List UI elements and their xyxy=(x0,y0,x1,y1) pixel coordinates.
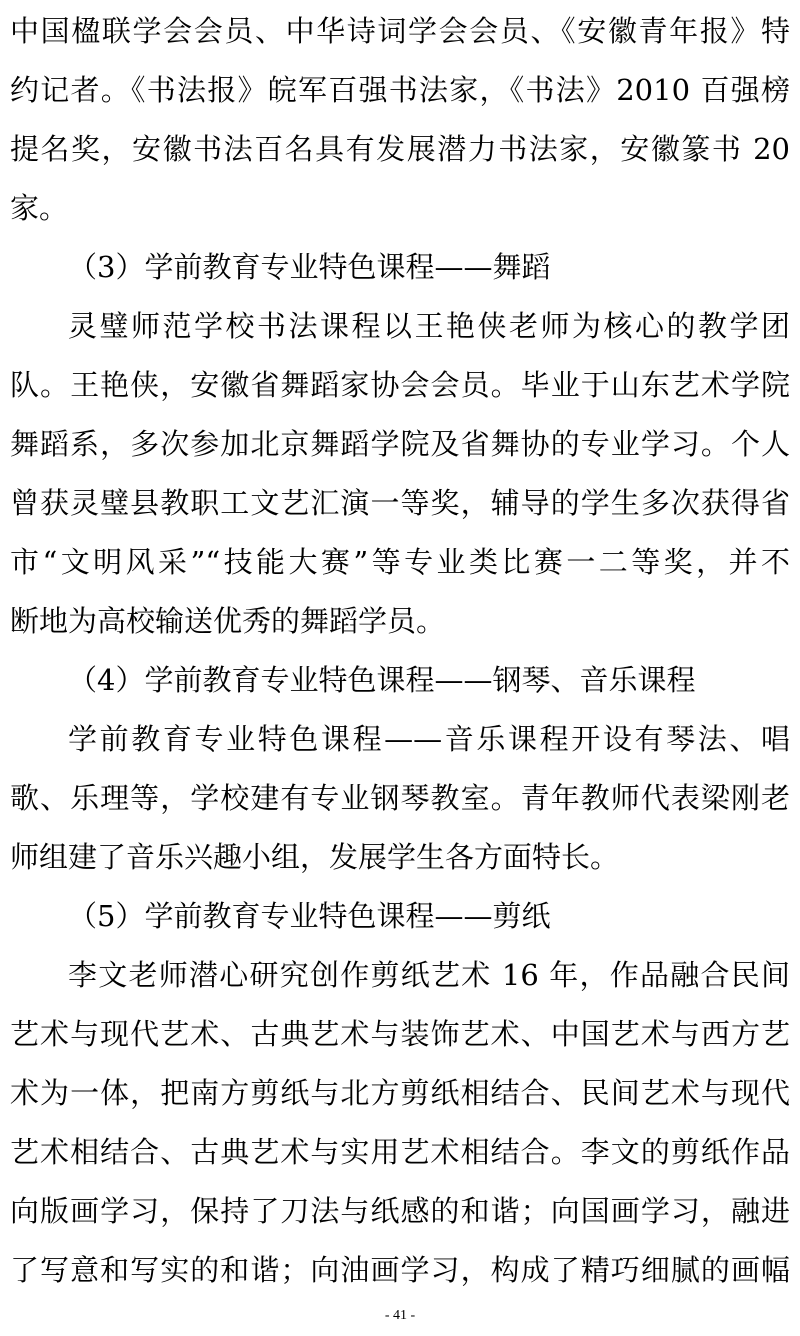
text-line: 约记者。《书法报》皖军百强书法家，《书法》2010 百强榜 xyxy=(10,73,790,107)
text-line: 家。 xyxy=(10,191,69,225)
section-heading-paper-cutting: （5）学前教育专业特色课程——剪纸 xyxy=(68,899,551,933)
paragraph-dance xyxy=(10,297,790,651)
text-line: 李文老师潜心研究创作剪纸艺术 16 年，作品融合民间 xyxy=(68,958,790,992)
paragraph-music xyxy=(10,710,790,887)
text-line: 中国楹联学会会员、中华诗词学会会员、《安徽青年报》特 xyxy=(10,14,790,48)
page-number: - 41 - xyxy=(384,1308,416,1323)
text-line: 市“文明风采”“技能大赛”等专业类比赛一二等奖，并不 xyxy=(10,545,790,579)
paragraph-calligraphy-credentials xyxy=(10,2,790,238)
text-line: 提名奖，安徽书法百名具有发展潜力书法家，安徽篆书 20 xyxy=(10,132,790,166)
text-line: 艺术与现代艺术、古典艺术与装饰艺术、中国艺术与西方艺 xyxy=(10,1017,790,1051)
text-line: 歌、乐理等，学校建有专业钢琴教室。青年教师代表梁刚老 xyxy=(10,781,790,815)
text-line: 学前教育专业特色课程——音乐课程开设有琴法、唱 xyxy=(68,722,790,756)
text-line: 舞蹈系，多次参加北京舞蹈学院及省舞协的专业学习。个人 xyxy=(10,427,790,461)
document-body xyxy=(10,2,790,1300)
text-line: 了写意和写实的和谐；向油画学习，构成了精巧细腻的画幅 xyxy=(10,1253,790,1287)
text-line: 断地为高校输送优秀的舞蹈学员。 xyxy=(10,604,446,638)
text-line: 术为一体，把南方剪纸与北方剪纸相结合、民间艺术与现代 xyxy=(10,1076,790,1110)
text-line: 灵璧师范学校书法课程以王艳侠老师为核心的教学团 xyxy=(68,309,790,343)
text-line: 师组建了音乐兴趣小组，发展学生各方面特长。 xyxy=(10,840,620,874)
section-heading-dance: （3）学前教育专业特色课程——舞蹈 xyxy=(68,250,551,284)
paragraph-paper-cutting xyxy=(10,946,790,1300)
text-line: 队。王艳侠，安徽省舞蹈家协会会员。毕业于山东艺术学院 xyxy=(10,368,790,402)
text-line: 艺术相结合、古典艺术与实用艺术相结合。李文的剪纸作品 xyxy=(10,1135,790,1169)
text-line: 曾获灵璧县教职工文艺汇演一等奖，辅导的学生多次获得省 xyxy=(10,486,790,520)
section-heading-piano-music: （4）学前教育专业特色课程——钢琴、音乐课程 xyxy=(68,663,696,697)
text-line: 向版画学习，保持了刀法与纸感的和谐；向国画学习，融进 xyxy=(10,1194,790,1228)
